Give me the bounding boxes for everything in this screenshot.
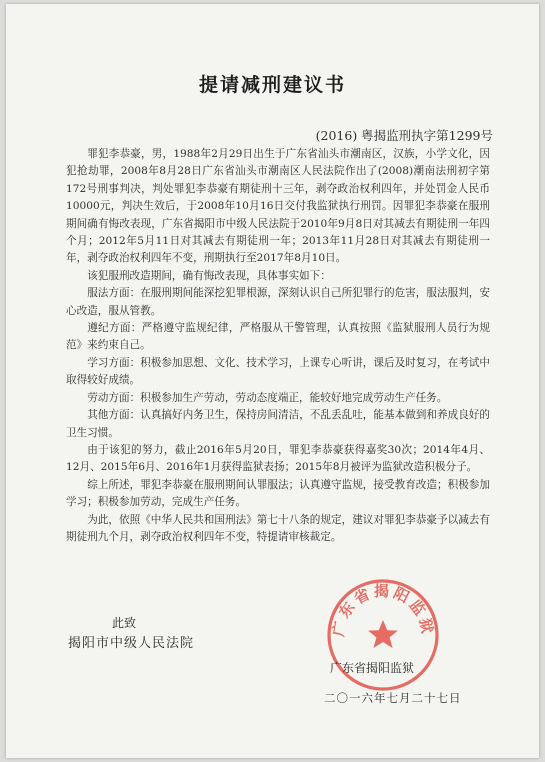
document-number: (2016) 粤揭监刑执字第1299号 bbox=[315, 128, 493, 143]
paragraph-recommendation: 为此，依照《中华人民共和国刑法》第七十八条的规定，建议对罪犯李恭豪予以减去有期徒刑九个月，剥夺政治权利四年不变，特提请审核裁定。 bbox=[66, 513, 490, 543]
seal-text: 广东省揭阳监狱 bbox=[329, 582, 437, 638]
document-body bbox=[66, 146, 490, 546]
paragraph-intro: 该犯服刑改造期间，确有悔改表现，具体事实如下： bbox=[87, 269, 331, 282]
paragraph-summary: 综上所述，罪犯李恭豪在服刑期间认罪服法；认真遵守监规，接受教育改造；积极参加学习；积极参加劳动，完成生产任务。 bbox=[66, 478, 490, 509]
document-page bbox=[6, 4, 539, 758]
addressee: 揭阳市中级人民法院 bbox=[68, 636, 195, 651]
seal-star-icon bbox=[368, 620, 398, 648]
document-date: 二〇一六年七月二十七日 bbox=[324, 691, 462, 705]
paragraph-background: 罪犯李恭豪，男，1988年2月29日出生于广东省汕头市潮南区，汉族，小学文化，因犯抢劫罪，2008年8月28日广东省汕头市潮南区人民法院作出了(2008)潮南法刑初字第172号刑事判决，判处罪犯李恭豪有期徒刑十三年，剥夺政治权利四年，并处罚金人民币10000元，判决生效后，于2008年10月16日交付我监狱执行刑罚。因罪犯李恭豪在服刑期间确有悔改表现，广东省揭阳市中级人民法院于2010年9月8日对其减去有期徒刑一年四个月；2012年5月11日对其减去有期徒刑一年；2013年11月28日对其减去有期徒刑一年，剥夺政治权利四年不变，刑期执行至2017年8月10日。 bbox=[66, 148, 490, 265]
paragraph-labor: 劳动方面：积极参加生产劳动，劳动态度端正，能较好地完成劳动生产任务。 bbox=[87, 391, 448, 404]
signatory: 广东省揭阳监狱 bbox=[330, 661, 415, 675]
paragraph-obedience: 服法方面：在服刑期间能深挖犯罪根源，深刻认识自己所犯罪行的危害，服法服判，安心改造，服从管教。 bbox=[66, 287, 490, 317]
paragraph-other: 其他方面：认真搞好内务卫生，保持房间清洁，不乱丢乱吐，能基本做到和养成良好的卫生习惯。 bbox=[66, 409, 490, 439]
paragraph-discipline: 遵纪方面：严格遵守监规纪律，严格服从干警管理，认真按照《监狱服刑人员行为规范》来约束自己。 bbox=[66, 322, 490, 352]
paragraph-awards: 由于该犯的努力，截止2016年5月20日，罪犯李恭豪获得嘉奖30次；2014年4月、12月、2015年6月、2016年1月获得监狱表扬；2015年8月被评为监狱改造积极分子。 bbox=[66, 443, 490, 474]
paragraph-study: 学习方面：积极参加思想、文化、技术学习，上课专心听讲，课后及时复习，在考试中取得较好成绩。 bbox=[66, 356, 490, 387]
document-title: 提请减刑建议书 bbox=[198, 74, 346, 96]
salutation: 此致 bbox=[112, 616, 137, 630]
official-seal bbox=[324, 576, 442, 694]
